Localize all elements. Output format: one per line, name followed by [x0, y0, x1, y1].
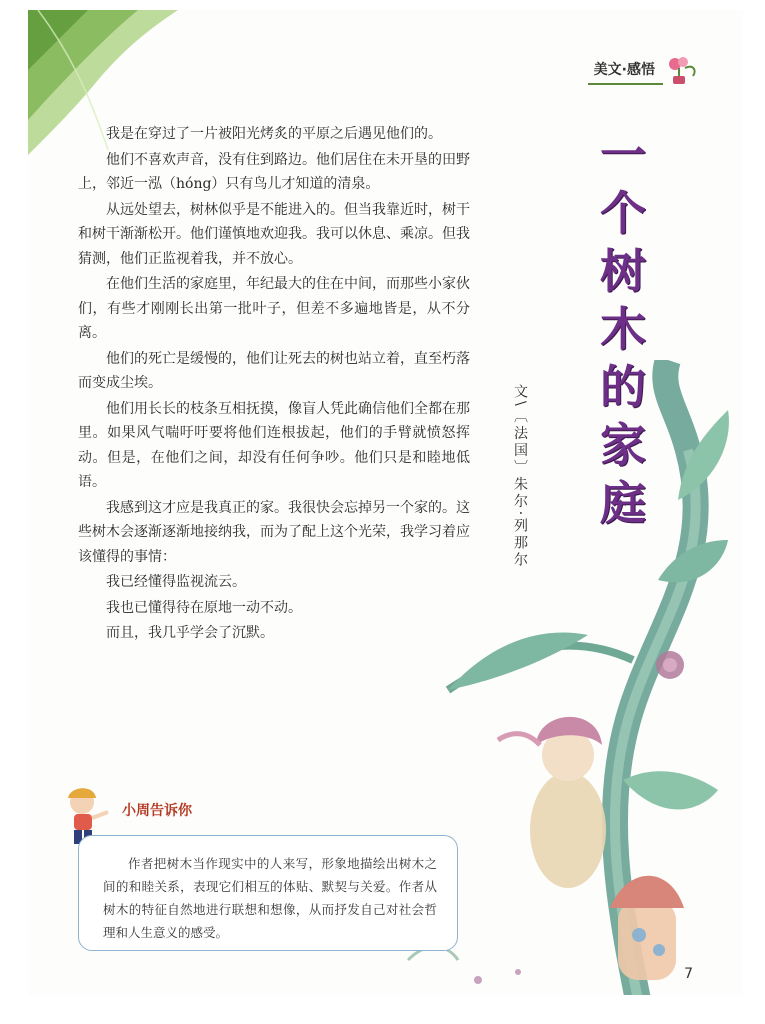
- flower-pot-icon: [663, 56, 703, 86]
- note-box: [78, 835, 458, 951]
- paragraph: 我是在穿过了一片被阳光烤炙的平原之后遇见他们的。: [106, 126, 442, 142]
- title-char: 的: [600, 360, 646, 414]
- paragraph: 我也已懂得待在原地一动不动。: [106, 599, 302, 616]
- title-char: 家: [600, 418, 646, 472]
- title-char: 庭: [600, 476, 646, 530]
- paragraph: 而且，我几乎学会了沉默。: [106, 625, 274, 641]
- paragraph: 在他们生活的家庭里，年纪最大的住在中间，而那些小家伙们，有些才刚刚长出第一批叶子，但差不多遍地皆是，从不分离。: [78, 276, 470, 341]
- title-char: 树: [600, 244, 646, 298]
- page-number: 7: [684, 966, 693, 982]
- note-heading-text: 小周告诉你: [122, 803, 192, 819]
- title-char: 个: [600, 186, 646, 240]
- note-text: 作者把树木当作现实中的人来写，形象地描绘出树木之间的和睦关系，表现它们相互的体贴、默契与关爱。作者从树木的特征自然地进行联想和想像，从而抒发自己对社会哲理和人生意义的感受。: [103, 856, 437, 940]
- column-badge: [588, 56, 703, 86]
- title-char: 一: [600, 128, 646, 182]
- paragraph: 他们的死亡是缓慢的，他们让死去的树也站立着，直至朽落而变成尘埃。: [78, 350, 470, 391]
- title-char: 木: [600, 302, 646, 356]
- author-byline: 文\〔法国〕朱尔·列那尔: [512, 384, 528, 570]
- book-page: [28, 10, 743, 995]
- paragraph: 我已经懂得监视流云。: [106, 574, 246, 590]
- paragraph: 我感到这才应是我真正的家。我很快会忘掉另一个家的。这些树木会逐渐逐渐地接纳我，而为了配上这个光荣，我学习着应该懂得的事情：: [78, 499, 470, 565]
- paragraph: 从远处望去，树林似乎是不能进入的。但当我靠近时，树干和树干渐渐松开。他们谨慎地欢迎我。我可以休息、乘凉。但我猜测，他们正监视着我，并不放心。: [78, 201, 470, 267]
- column-label: 美文·感悟: [588, 57, 663, 85]
- paragraph: 他们用长长的枝条互相抚摸，像盲人凭此确信他们全都在那里。如果风气喘吁吁要将他们连根拔起，他们的手臂就愤怒挥动。但是，在他们之间，却没有任何争吵。他们只是和睦地低语。: [78, 400, 470, 490]
- paragraph: 他们不喜欢声音，没有住到路边。他们居住在未开垦的田野上，邻近一泓（hóng）只有鸟儿才知道的清泉。: [78, 151, 470, 192]
